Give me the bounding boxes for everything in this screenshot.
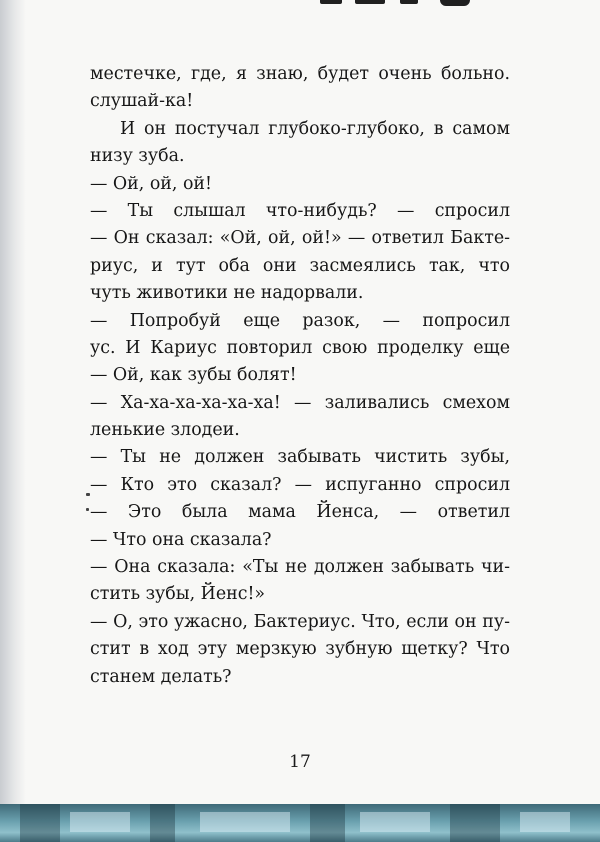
page-gutter-shadow — [0, 0, 26, 842]
text-line: станем делать? — [90, 666, 232, 687]
text-line: — Ой, ой, ой! — [90, 173, 212, 194]
text-line: ленькие злодеи. — [90, 420, 240, 441]
text-line: — Кто это сказал? — испуганно спросил — [90, 474, 510, 495]
text-line: — Ты не должен забывать чистить зубы, — [90, 447, 510, 468]
scan-mark — [86, 493, 90, 496]
text-line: — О, это ужасно, Бактериус. Что, если он пу- — [90, 611, 510, 632]
text-line: И он постучал глубоко-глубоко, в самом — [120, 118, 510, 139]
text-line: ус. И Кариус повторил свою проделку еще — [90, 337, 510, 358]
page-text — [90, 61, 510, 691]
text-line: стит в ход эту мерзкую зубную щетку? Что — [90, 639, 510, 660]
text-line: — Ой, как зубы болят! — [90, 365, 297, 386]
book-cover-edge — [0, 804, 600, 842]
text-line: — Она сказала: «Ты не должен забывать чи- — [90, 557, 510, 578]
text-line: — Это была мама Йенса, — ответил — [90, 502, 510, 523]
text-line: чуть животики не надорвали. — [90, 283, 364, 304]
text-line: низу зуба. — [90, 146, 185, 167]
text-line: — Что она сказала? — [90, 529, 272, 550]
text-line: стить зубы, Йенс!» — [90, 584, 266, 605]
text-line: местечке, где, я знаю, будет очень больно. — [90, 64, 510, 84]
text-line: — Ха-ха-ха-ха-ха-ха! — заливались смехом — [90, 392, 510, 413]
text-line: риус, и тут оба они засмеялись так, что — [90, 255, 510, 276]
previous-page-remnant — [300, 0, 500, 8]
text-line: слушай-ка! — [90, 91, 194, 112]
text-line: — Ты слышал что-нибудь? — спросил — [90, 200, 510, 221]
text-line: — Попробуй еще разок, — попросил — [90, 310, 510, 331]
text-line: — Он сказал: «Ой, ой, ой!» — ответил Бакте- — [90, 228, 510, 249]
page-number: 17 — [289, 752, 311, 772]
scan-mark — [86, 508, 89, 511]
